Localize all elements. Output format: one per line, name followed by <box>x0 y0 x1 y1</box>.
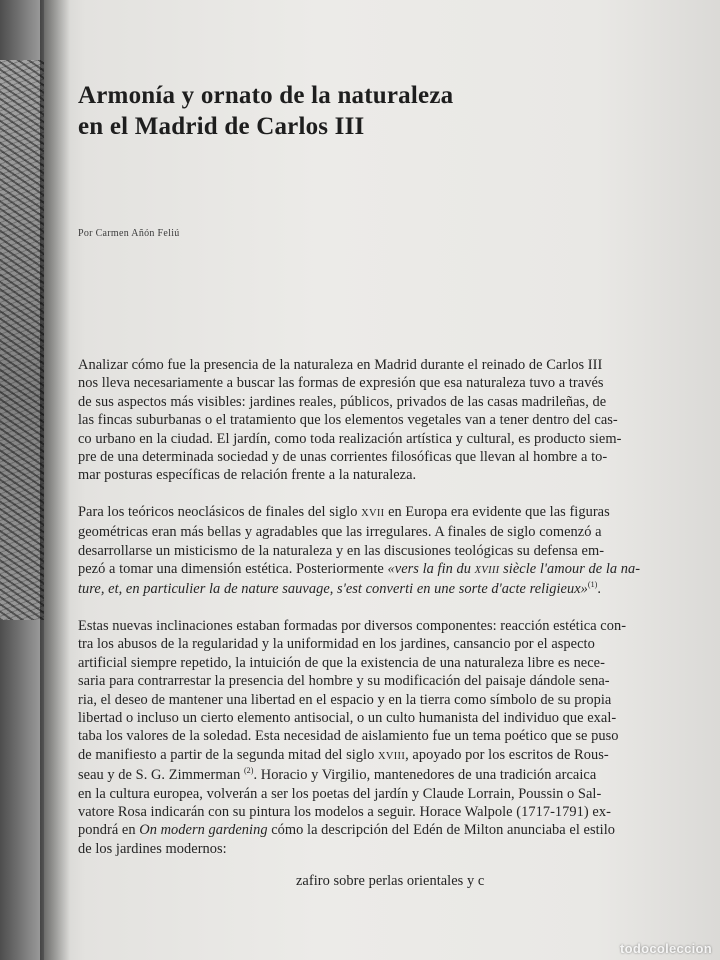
text-line: nos lleva necesariamente a buscar las formas de expresión que esa naturaleza tuvo a través <box>78 375 604 392</box>
text-run: Para los teóricos neoclásicos de finales del siglo <box>78 503 362 520</box>
text-run: seau y de S. G. Zimmerman <box>78 767 244 784</box>
text-line: pre de una determinada sociedad y de unas corrientes filosóficas que llevan al hombre a to- <box>78 449 608 466</box>
text-line: mar posturas específicas de relación frente a la naturaleza. <box>78 467 417 484</box>
text-run: , apoyado por los escritos de Rous- <box>405 746 609 763</box>
text-run: de manifiesto a partir de la segunda mitad del siglo <box>78 746 378 763</box>
century-numeral: XVII <box>361 507 385 519</box>
text-line: desarrollarse un misticismo de la naturaleza y en las discusiones teológicas su defensa em- <box>78 542 605 559</box>
text-line: tra los abusos de la regularidad y la uniformidad en los jardines, cansancio por el aspecto <box>78 636 595 653</box>
paragraph-3 <box>78 617 636 891</box>
title-line-1: Armonía y ornato de la naturaleza <box>78 82 454 109</box>
paragraph-2 <box>78 503 641 599</box>
text-run: pezó a tomar una dimensión estética. Posteriormente <box>78 561 388 578</box>
text-line: Estas nuevas inclinaciones estaban formadas por diversos componentes: reacción estética con- <box>78 617 627 634</box>
text-line: saria para contrarrestar la presencia del hombre y su modificación del paisaje dándole sena- <box>78 673 610 690</box>
quote-run: ture, et, en particulier la de nature sauvage, s'est converti en une sorte d'acte religieux» <box>78 581 588 598</box>
text-line: las fincas suburbanas o el tratamiento que los elementos vegetales van a tener dentro del cas- <box>78 412 618 429</box>
text-line <box>78 766 636 784</box>
text-line: geométricas eran más bellas y agradables que las irregulares. A finales de siglo comenzó a <box>78 524 602 541</box>
text-line <box>78 560 641 580</box>
book-page <box>44 0 720 960</box>
text-run: en Europa era evidente que las figuras <box>384 503 610 520</box>
gutter-shadow <box>40 0 70 960</box>
text-line: de los jardines modernos: <box>78 840 227 857</box>
quote-run: «vers la fin du <box>387 561 475 578</box>
text-run: pondrá en <box>78 822 140 839</box>
century-numeral: XVIII <box>377 750 406 762</box>
text-line: vatore Rosa indicarán con su pintura los modelos a seguir. Horace Walpole (1717-1791) ex- <box>78 803 611 820</box>
century-numeral: XVIII <box>474 565 500 577</box>
title-line-2: en el Madrid de Carlos III <box>78 113 365 140</box>
footnote-ref: (1) <box>587 580 598 590</box>
text-line: de sus aspectos más visibles: jardines reales, públicos, privados de las casas madrileñas, de <box>78 393 607 410</box>
author-byline: Por Carmen Añón Feliú <box>78 228 180 239</box>
text-line: artificial siempre repetido, la intuición de que la existencia de una naturaleza libre es nece- <box>78 654 605 671</box>
text-run: cómo la descripción del Edén de Milton anunciaba el estilo <box>267 822 615 839</box>
article-title <box>78 80 453 142</box>
quote-run: siècle l'amour de la na- <box>499 561 641 578</box>
watermark-logo: todocoleccion <box>619 941 712 956</box>
text-line: Analizar cómo fue la presencia de la naturaleza en Madrid durante el reinado de Carlos III <box>78 357 603 373</box>
paragraph-1 <box>78 356 636 485</box>
text-run: . Horacio y Virgilio, mantenedores de una tradición arcaica <box>253 767 597 784</box>
text-line: libertad o incluso un cierto elemento antisocial, o un culto humanista del individuo que exal- <box>78 709 617 726</box>
article-body <box>78 356 641 909</box>
text-line: co urbano en la ciudad. El jardín, como toda realización artística y cultural, es producto siem- <box>78 430 622 447</box>
text-line: en la cultura europea, volverán a ser los poetas del jardín y Claude Lorrain, Poussin o Sal- <box>78 785 602 802</box>
text-line <box>78 503 636 523</box>
footnote-ref: (2) <box>243 766 254 776</box>
text-run: . <box>597 581 602 598</box>
text-line: taba los valores de la soledad. Esta necesidad de aislamiento fue un tema poético que se puso <box>78 728 619 745</box>
quote-line: zafiro sobre perlas orientales y c <box>296 873 485 890</box>
book-title: On modern gardening <box>139 822 268 839</box>
text-line <box>78 746 636 766</box>
text-line <box>78 821 636 839</box>
text-line <box>78 580 636 598</box>
text-line: ria, el deseo de mantener una libertad en el espacio y en la tierra como símbolo de su propia <box>78 691 612 708</box>
